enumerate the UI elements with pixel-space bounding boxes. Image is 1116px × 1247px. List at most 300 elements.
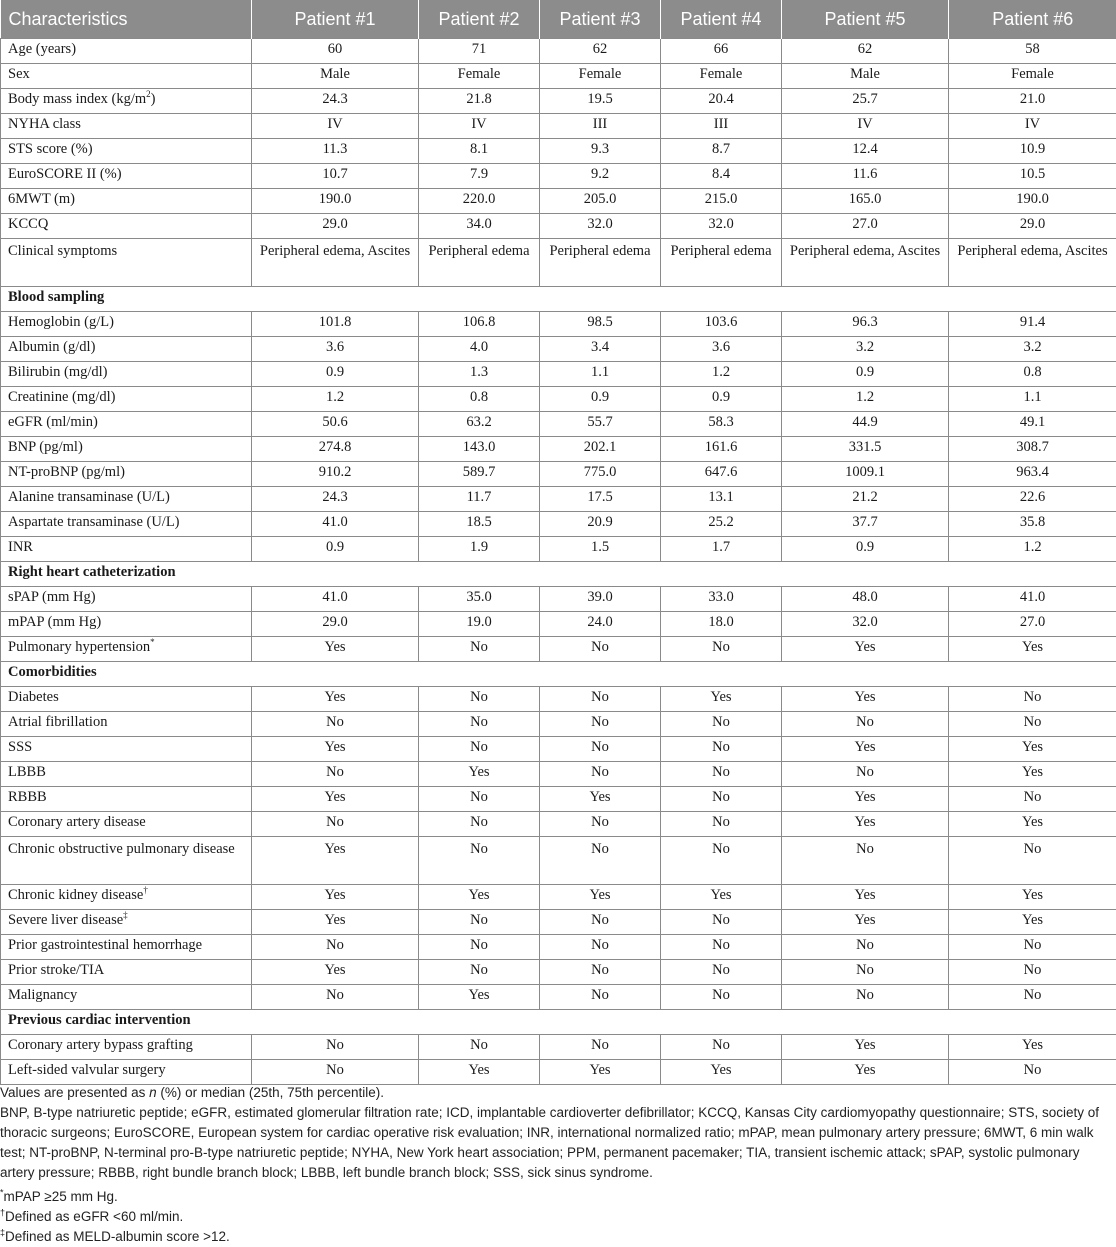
- cell-patient-1: 101.8: [252, 312, 419, 337]
- table-row: [1, 587, 1116, 612]
- row-label: [1, 114, 252, 139]
- cell-patient-3: 55.7: [540, 412, 661, 437]
- section-header-row: [1, 562, 1116, 587]
- row-label: [1, 239, 252, 287]
- cell-patient-4: No: [661, 837, 782, 885]
- cell-patient-1: 0.9: [252, 362, 419, 387]
- cell-patient-6: 10.9: [949, 139, 1116, 164]
- cell-patient-3: 775.0: [540, 462, 661, 487]
- cell-patient-3: 39.0: [540, 587, 661, 612]
- section-title: Right heart catheterization: [1, 562, 1116, 587]
- cell-patient-4: No: [661, 712, 782, 737]
- cell-patient-5: 1009.1: [782, 462, 949, 487]
- cell-patient-6: 21.0: [949, 89, 1116, 114]
- row-label: [1, 189, 252, 214]
- cell-patient-3: No: [540, 935, 661, 960]
- table-notes: [0, 1083, 1116, 1247]
- cell-patient-3: No: [540, 737, 661, 762]
- row-label-text: INR: [8, 539, 33, 555]
- cell-patient-6: Yes: [949, 737, 1116, 762]
- cell-patient-2: Yes: [419, 885, 540, 910]
- cell-patient-3: 0.9: [540, 387, 661, 412]
- cell-patient-3: 32.0: [540, 214, 661, 239]
- cell-patient-1: 11.3: [252, 139, 419, 164]
- values-note-suffix: (%) or median (25th, 75th percentile).: [157, 1085, 384, 1100]
- cell-patient-5: No: [782, 712, 949, 737]
- footnote-mark: ‡: [123, 910, 128, 920]
- cell-patient-4: No: [661, 812, 782, 837]
- cell-patient-1: 29.0: [252, 214, 419, 239]
- cell-patient-2: Female: [419, 64, 540, 89]
- cell-patient-5: Yes: [782, 1060, 949, 1085]
- cell-patient-3: 20.9: [540, 512, 661, 537]
- cell-patient-4: No: [661, 935, 782, 960]
- row-label: [1, 637, 252, 662]
- cell-patient-4: No: [661, 737, 782, 762]
- table-row: [1, 762, 1116, 787]
- cell-patient-2: 21.8: [419, 89, 540, 114]
- cell-patient-1: 190.0: [252, 189, 419, 214]
- cell-patient-2: No: [419, 687, 540, 712]
- values-note-n: n: [149, 1085, 157, 1100]
- cell-patient-5: Yes: [782, 910, 949, 935]
- cell-patient-1: 24.3: [252, 487, 419, 512]
- cell-patient-3: No: [540, 910, 661, 935]
- cell-patient-5: 37.7: [782, 512, 949, 537]
- cell-patient-4: 1.7: [661, 537, 782, 562]
- cell-patient-6: No: [949, 985, 1116, 1010]
- cell-patient-4: III: [661, 114, 782, 139]
- table-row: [1, 89, 1116, 114]
- table-row: [1, 189, 1116, 214]
- cell-patient-1: 29.0: [252, 612, 419, 637]
- cell-patient-1: 10.7: [252, 164, 419, 189]
- cell-patient-6: 41.0: [949, 587, 1116, 612]
- footnote-text: mPAP ≥25 mm Hg.: [4, 1189, 118, 1204]
- row-label: [1, 787, 252, 812]
- cell-patient-5: 0.9: [782, 362, 949, 387]
- row-label: [1, 812, 252, 837]
- row-label: [1, 437, 252, 462]
- row-label-text: Chronic kidney disease: [8, 887, 143, 903]
- cell-patient-4: Yes: [661, 687, 782, 712]
- cell-patient-5: 331.5: [782, 437, 949, 462]
- cell-patient-5: 11.6: [782, 164, 949, 189]
- row-label: [1, 512, 252, 537]
- cell-patient-6: Yes: [949, 885, 1116, 910]
- cell-patient-6: No: [949, 712, 1116, 737]
- cell-patient-1: No: [252, 762, 419, 787]
- footnote-mark: 2: [146, 89, 151, 99]
- cell-patient-1: Peripheral edema, Ascites: [252, 239, 419, 287]
- row-label: [1, 487, 252, 512]
- table-row: [1, 239, 1116, 287]
- cell-patient-2: 19.0: [419, 612, 540, 637]
- cell-patient-4: No: [661, 637, 782, 662]
- cell-patient-2: 589.7: [419, 462, 540, 487]
- cell-patient-6: Peripheral edema, Ascites: [949, 239, 1116, 287]
- cell-patient-5: 44.9: [782, 412, 949, 437]
- row-label: [1, 885, 252, 910]
- cell-patient-5: 165.0: [782, 189, 949, 214]
- row-label-text: Left-sided valvular surgery: [8, 1062, 166, 1078]
- row-label-text: Coronary artery disease: [8, 814, 146, 830]
- cell-patient-5: Yes: [782, 637, 949, 662]
- row-label: [1, 362, 252, 387]
- row-label-text: Clinical symptoms: [8, 243, 117, 259]
- cell-patient-1: 41.0: [252, 587, 419, 612]
- header-patient-2: Patient #2: [419, 0, 540, 39]
- cell-patient-1: Yes: [252, 960, 419, 985]
- row-label-text: Pulmonary hypertension: [8, 639, 150, 655]
- cell-patient-2: 18.5: [419, 512, 540, 537]
- cell-patient-2: No: [419, 910, 540, 935]
- cell-patient-6: Yes: [949, 910, 1116, 935]
- cell-patient-1: No: [252, 712, 419, 737]
- cell-patient-5: Yes: [782, 787, 949, 812]
- cell-patient-6: 190.0: [949, 189, 1116, 214]
- cell-patient-2: 0.8: [419, 387, 540, 412]
- cell-patient-4: No: [661, 960, 782, 985]
- cell-patient-6: 0.8: [949, 362, 1116, 387]
- cell-patient-3: 98.5: [540, 312, 661, 337]
- cell-patient-1: Yes: [252, 885, 419, 910]
- cell-patient-4: Yes: [661, 885, 782, 910]
- cell-patient-3: No: [540, 985, 661, 1010]
- row-label-text: Age (years): [8, 41, 76, 57]
- cell-patient-2: 34.0: [419, 214, 540, 239]
- row-label: [1, 935, 252, 960]
- values-note: [0, 1083, 1116, 1103]
- table-row: [1, 537, 1116, 562]
- cell-patient-3: 202.1: [540, 437, 661, 462]
- cell-patient-6: 35.8: [949, 512, 1116, 537]
- cell-patient-2: No: [419, 712, 540, 737]
- cell-patient-6: 49.1: [949, 412, 1116, 437]
- cell-patient-4: Yes: [661, 1060, 782, 1085]
- cell-patient-1: Yes: [252, 837, 419, 885]
- cell-patient-2: 143.0: [419, 437, 540, 462]
- cell-patient-2: No: [419, 1035, 540, 1060]
- cell-patient-5: 27.0: [782, 214, 949, 239]
- section-title: Blood sampling: [1, 287, 1116, 312]
- table-row: [1, 687, 1116, 712]
- row-label-text: Chronic obstructive pulmonary disease: [8, 841, 235, 857]
- header-patient-6: Patient #6: [949, 0, 1116, 39]
- cell-patient-6: No: [949, 1060, 1116, 1085]
- row-label-text: EuroSCORE II (%): [8, 166, 122, 182]
- cell-patient-3: 24.0: [540, 612, 661, 637]
- row-label-text: NYHA class: [8, 116, 81, 132]
- cell-patient-4: No: [661, 1035, 782, 1060]
- cell-patient-6: 27.0: [949, 612, 1116, 637]
- cell-patient-5: Yes: [782, 812, 949, 837]
- header-patient-4: Patient #4: [661, 0, 782, 39]
- cell-patient-1: 0.9: [252, 537, 419, 562]
- row-label-text: BNP (pg/ml): [8, 439, 83, 455]
- row-label-text: Bilirubin (mg/dl): [8, 364, 107, 380]
- cell-patient-2: No: [419, 637, 540, 662]
- cell-patient-4: 8.4: [661, 164, 782, 189]
- table-row: [1, 462, 1116, 487]
- cell-patient-2: IV: [419, 114, 540, 139]
- cell-patient-1: 50.6: [252, 412, 419, 437]
- row-label-text: Body mass index (kg/m: [8, 91, 146, 107]
- footnote-text: Defined as MELD-albumin score >12.: [5, 1229, 230, 1244]
- cell-patient-1: 274.8: [252, 437, 419, 462]
- footnote-mark: *: [150, 637, 155, 647]
- row-label-text: Alanine transaminase (U/L): [8, 489, 170, 505]
- cell-patient-3: No: [540, 637, 661, 662]
- cell-patient-2: No: [419, 787, 540, 812]
- row-label: [1, 537, 252, 562]
- row-label-text: SSS: [8, 739, 32, 755]
- row-label: [1, 737, 252, 762]
- row-label-text: 6MWT (m): [8, 191, 75, 207]
- cell-patient-5: IV: [782, 114, 949, 139]
- row-label-text: RBBB: [8, 789, 47, 805]
- cell-patient-2: No: [419, 837, 540, 885]
- footnote-severe-liver-disease: [0, 1227, 1116, 1247]
- header-patient-5: Patient #5: [782, 0, 949, 39]
- header-characteristics: Characteristics: [1, 0, 252, 39]
- cell-patient-5: 12.4: [782, 139, 949, 164]
- row-label-text: eGFR (ml/min): [8, 414, 98, 430]
- cell-patient-6: 1.1: [949, 387, 1116, 412]
- cell-patient-2: 35.0: [419, 587, 540, 612]
- cell-patient-2: 7.9: [419, 164, 540, 189]
- cell-patient-3: 9.2: [540, 164, 661, 189]
- row-label: [1, 612, 252, 637]
- table-row: [1, 64, 1116, 89]
- table-row: [1, 114, 1116, 139]
- cell-patient-1: 60: [252, 39, 419, 64]
- table-row: [1, 935, 1116, 960]
- row-label: [1, 89, 252, 114]
- cell-patient-3: 205.0: [540, 189, 661, 214]
- footnote-mark: *: [0, 1188, 4, 1198]
- cell-patient-2: Yes: [419, 985, 540, 1010]
- table-row: [1, 885, 1116, 910]
- table-row: [1, 164, 1116, 189]
- row-label: [1, 762, 252, 787]
- cell-patient-2: Peripheral edema: [419, 239, 540, 287]
- cell-patient-4: 33.0: [661, 587, 782, 612]
- header-patient-3: Patient #3: [540, 0, 661, 39]
- cell-patient-1: Yes: [252, 910, 419, 935]
- cell-patient-3: No: [540, 1035, 661, 1060]
- row-label-text: Hemoglobin (g/L): [8, 314, 114, 330]
- row-label-text: Albumin (g/dl): [8, 339, 95, 355]
- row-label-text: KCCQ: [8, 216, 48, 232]
- row-label-text: Sex: [8, 66, 30, 82]
- cell-patient-6: No: [949, 837, 1116, 885]
- cell-patient-5: 48.0: [782, 587, 949, 612]
- cell-patient-6: No: [949, 787, 1116, 812]
- row-label-text: mPAP (mm Hg): [8, 614, 101, 630]
- cell-patient-5: 1.2: [782, 387, 949, 412]
- cell-patient-5: No: [782, 935, 949, 960]
- cell-patient-1: No: [252, 812, 419, 837]
- cell-patient-1: No: [252, 1060, 419, 1085]
- cell-patient-4: 25.2: [661, 512, 782, 537]
- cell-patient-6: IV: [949, 114, 1116, 139]
- row-label-text: sPAP (mm Hg): [8, 589, 96, 605]
- cell-patient-5: No: [782, 985, 949, 1010]
- table-row: [1, 312, 1116, 337]
- row-label: [1, 462, 252, 487]
- footnote-mark: †: [0, 1208, 5, 1218]
- cell-patient-5: 32.0: [782, 612, 949, 637]
- cell-patient-1: Yes: [252, 637, 419, 662]
- cell-patient-1: 41.0: [252, 512, 419, 537]
- cell-patient-5: No: [782, 837, 949, 885]
- cell-patient-6: 308.7: [949, 437, 1116, 462]
- cell-patient-4: No: [661, 985, 782, 1010]
- cell-patient-5: No: [782, 960, 949, 985]
- cell-patient-6: 963.4: [949, 462, 1116, 487]
- row-label-text: Coronary artery bypass grafting: [8, 1037, 193, 1053]
- table-row: [1, 39, 1116, 64]
- row-label-text: Severe liver disease: [8, 912, 123, 928]
- row-label: [1, 910, 252, 935]
- cell-patient-4: 8.7: [661, 139, 782, 164]
- table-row: [1, 985, 1116, 1010]
- cell-patient-4: 103.6: [661, 312, 782, 337]
- cell-patient-1: IV: [252, 114, 419, 139]
- cell-patient-3: 17.5: [540, 487, 661, 512]
- cell-patient-5: Yes: [782, 687, 949, 712]
- cell-patient-6: Yes: [949, 637, 1116, 662]
- table-header-row: [1, 0, 1116, 39]
- cell-patient-2: 63.2: [419, 412, 540, 437]
- cell-patient-5: Yes: [782, 885, 949, 910]
- row-label: [1, 337, 252, 362]
- cell-patient-5: Male: [782, 64, 949, 89]
- cell-patient-3: Yes: [540, 1060, 661, 1085]
- row-label: [1, 1060, 252, 1085]
- cell-patient-1: 3.6: [252, 337, 419, 362]
- table-row: [1, 337, 1116, 362]
- table-row: [1, 812, 1116, 837]
- section-title: Comorbidities: [1, 662, 1116, 687]
- table-row: [1, 910, 1116, 935]
- row-label: [1, 164, 252, 189]
- cell-patient-6: No: [949, 935, 1116, 960]
- table-row: [1, 437, 1116, 462]
- cell-patient-1: Yes: [252, 687, 419, 712]
- cell-patient-4: 18.0: [661, 612, 782, 637]
- cell-patient-5: Yes: [782, 1035, 949, 1060]
- cell-patient-6: 29.0: [949, 214, 1116, 239]
- row-label: [1, 960, 252, 985]
- cell-patient-2: No: [419, 960, 540, 985]
- cell-patient-4: Female: [661, 64, 782, 89]
- cell-patient-1: No: [252, 1035, 419, 1060]
- cell-patient-4: Peripheral edema: [661, 239, 782, 287]
- cell-patient-2: 1.9: [419, 537, 540, 562]
- cell-patient-5: 0.9: [782, 537, 949, 562]
- row-label: [1, 214, 252, 239]
- cell-patient-3: No: [540, 687, 661, 712]
- cell-patient-2: Yes: [419, 1060, 540, 1085]
- cell-patient-3: Yes: [540, 787, 661, 812]
- footnote-pulmonary-hypertension: [0, 1187, 1116, 1207]
- cell-patient-1: Yes: [252, 737, 419, 762]
- abbreviations-note: BNP, B-type natriuretic peptide; eGFR, estimated glomerular filtration rate; ICD, implantable cardioverter defibrillator; KCCQ, Kansas City cardiomyopathy questionnaire; STS, society of thoracic surgeons; EuroSCORE, European system for cardiac operative risk evaluation; INR, international normalized ratio; mPAP, mean pulmonary artery pressure; 6MWT, 6 min walk test; NT-proBNP, N-terminal pro-B-type natriuretic peptide; NYHA, New York heart association; PPM, permanent pacemaker; TIA, transient ischemic attack; sPAP, systolic pulmonary artery pressure; RBBB, right bundle branch block; LBBB, left bundle branch block; SSS, sick sinus syndrome.: [0, 1103, 1116, 1183]
- cell-patient-2: 71: [419, 39, 540, 64]
- row-label: [1, 985, 252, 1010]
- cell-patient-5: 96.3: [782, 312, 949, 337]
- table-row: [1, 737, 1116, 762]
- header-patient-1: Patient #1: [252, 0, 419, 39]
- table-row: [1, 1060, 1116, 1085]
- footnote-text: Defined as eGFR <60 ml/min.: [5, 1209, 183, 1224]
- row-label-text: Prior gastrointestinal hemorrhage: [8, 937, 202, 953]
- row-label: [1, 837, 252, 885]
- cell-patient-2: 8.1: [419, 139, 540, 164]
- table-row: [1, 139, 1116, 164]
- cell-patient-4: 1.2: [661, 362, 782, 387]
- cell-patient-3: 3.4: [540, 337, 661, 362]
- table-row: [1, 712, 1116, 737]
- cell-patient-6: Yes: [949, 812, 1116, 837]
- row-label-text: Aspartate transaminase (U/L): [8, 514, 180, 530]
- cell-patient-3: 1.1: [540, 362, 661, 387]
- values-note-prefix: Values are presented as: [0, 1085, 149, 1100]
- cell-patient-4: 215.0: [661, 189, 782, 214]
- row-label-text: LBBB: [8, 764, 46, 780]
- cell-patient-4: 647.6: [661, 462, 782, 487]
- cell-patient-3: Female: [540, 64, 661, 89]
- cell-patient-6: Yes: [949, 762, 1116, 787]
- footnote-mark: ‡: [0, 1228, 5, 1238]
- cell-patient-4: 3.6: [661, 337, 782, 362]
- cell-patient-3: 1.5: [540, 537, 661, 562]
- cell-patient-2: 1.3: [419, 362, 540, 387]
- footnote-mark: †: [143, 885, 148, 895]
- row-label-text: Prior stroke/TIA: [8, 962, 104, 978]
- row-label: [1, 39, 252, 64]
- cell-patient-6: 22.6: [949, 487, 1116, 512]
- cell-patient-6: 10.5: [949, 164, 1116, 189]
- cell-patient-4: 66: [661, 39, 782, 64]
- cell-patient-6: Yes: [949, 1035, 1116, 1060]
- cell-patient-3: Yes: [540, 885, 661, 910]
- cell-patient-4: 161.6: [661, 437, 782, 462]
- row-label-text: NT-proBNP (pg/ml): [8, 464, 125, 480]
- row-label: [1, 139, 252, 164]
- row-label: [1, 687, 252, 712]
- cell-patient-4: No: [661, 762, 782, 787]
- cell-patient-1: No: [252, 935, 419, 960]
- cell-patient-1: 1.2: [252, 387, 419, 412]
- table-row: [1, 362, 1116, 387]
- cell-patient-6: Female: [949, 64, 1116, 89]
- cell-patient-1: 910.2: [252, 462, 419, 487]
- cell-patient-5: No: [782, 762, 949, 787]
- cell-patient-5: Peripheral edema, Ascites: [782, 239, 949, 287]
- cell-patient-3: 9.3: [540, 139, 661, 164]
- row-label-suffix: ): [151, 91, 156, 107]
- cell-patient-3: No: [540, 812, 661, 837]
- row-label: [1, 387, 252, 412]
- table-row: [1, 837, 1116, 885]
- table-row: [1, 787, 1116, 812]
- row-label-text: Creatinine (mg/dl): [8, 389, 116, 405]
- table-row: [1, 637, 1116, 662]
- table-row: [1, 487, 1116, 512]
